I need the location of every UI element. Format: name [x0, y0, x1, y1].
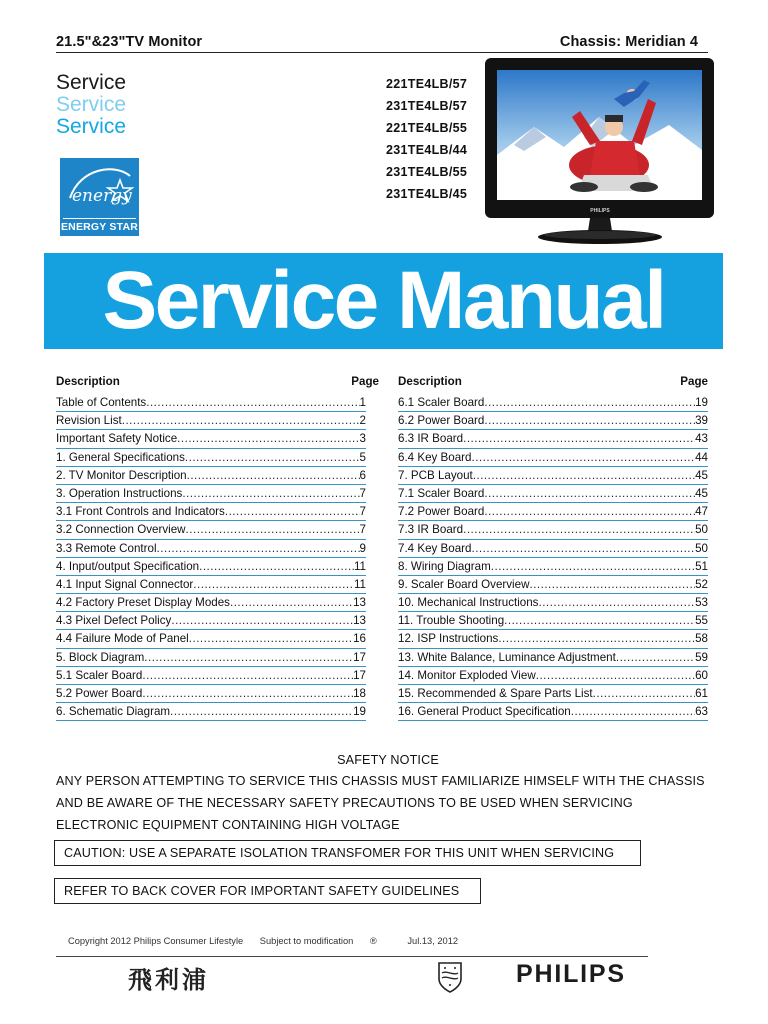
toc-dot-leader — [189, 630, 353, 647]
toc-entry-page: 3 — [359, 432, 366, 446]
model-number: 231TE4LB/55 — [386, 165, 468, 179]
toc-entry — [398, 667, 708, 685]
toc-dot-leader — [471, 449, 695, 466]
footer — [68, 936, 472, 946]
toc-dot-leader — [616, 649, 695, 666]
toc-entry-page: 58 — [695, 632, 708, 646]
toc-list — [398, 394, 708, 721]
toc-entry — [398, 467, 708, 485]
toc-entry-title: Important Safety Notice — [56, 432, 178, 446]
toc-entry — [56, 594, 366, 612]
toc-entry-title: 5.1 Scaler Board — [56, 668, 143, 682]
toc-entry — [56, 485, 366, 503]
toc-entry-title: 5. Block Diagram — [56, 650, 145, 664]
toc-entry — [398, 412, 708, 430]
toc-entry-title: 7.1 Scaler Board — [398, 486, 485, 500]
toc-entry-title: 3. Operation Instructions — [56, 486, 183, 500]
toc-page-header: Page — [680, 375, 708, 388]
toc-entry — [398, 394, 708, 412]
service-manual-banner — [44, 253, 723, 349]
toc-entry-title: 3.3 Remote Control — [56, 541, 157, 555]
toc-entry — [56, 685, 366, 703]
toc-entry — [56, 540, 366, 558]
caution-box: CAUTION: USE A SEPARATE ISOLATION TRANSFOMER FOR THIS UNIT WHEN SERVICING — [54, 840, 641, 866]
toc-dot-leader — [536, 667, 695, 684]
philips-shield-icon — [437, 961, 463, 993]
service-word-blue: Service — [56, 115, 127, 138]
toc-dot-leader — [142, 667, 353, 684]
toc-dot-leader — [471, 540, 695, 557]
model-number: 231TE4LB/44 — [386, 143, 468, 157]
toc-entry — [398, 449, 708, 467]
document-title: 21.5"&23"TV Monitor — [56, 34, 203, 50]
toc-dot-leader — [186, 521, 360, 538]
footer-date: Jul.13, 2012 — [407, 936, 459, 946]
toc-dot-leader — [484, 412, 695, 429]
toc-entry-page: 47 — [695, 505, 708, 519]
toc-entry — [398, 685, 708, 703]
toc-dot-leader — [187, 467, 360, 484]
toc-dot-leader — [473, 467, 695, 484]
toc-dot-leader — [144, 649, 353, 666]
toc-entry — [398, 594, 708, 612]
energy-script-text: energy — [72, 186, 132, 206]
toc-entry-page: 55 — [695, 614, 708, 628]
toc-entry-page: 11 — [353, 577, 366, 591]
toc-entry — [398, 485, 708, 503]
toc-entry-title: 9. Scaler Board Overview — [398, 577, 530, 591]
toc-entry-page: 61 — [695, 687, 708, 700]
toc-entry — [56, 612, 366, 630]
toc-entry — [56, 703, 366, 721]
chassis-name: Chassis: Meridian 4 — [559, 34, 698, 50]
energy-star-label: ENERGY STAR — [60, 221, 139, 233]
toc-dot-leader — [593, 685, 695, 702]
toc-right-column — [398, 375, 708, 721]
toc-dot-leader — [484, 503, 695, 520]
toc-entry-title: Revision List — [56, 414, 122, 428]
toc-dot-leader — [171, 612, 353, 629]
toc-entry — [56, 558, 366, 576]
toc-dot-leader — [193, 576, 354, 593]
toc-entry-title: 12. ISP Instructions — [398, 632, 499, 646]
toc-entry-title: 6.4 Key Board — [398, 450, 472, 464]
toc-dot-leader — [177, 430, 359, 447]
toc-entry — [398, 649, 708, 667]
toc-entry — [398, 612, 708, 630]
toc-entry — [56, 503, 366, 521]
toc-entry-page: 2 — [359, 414, 366, 428]
toc-entry-page: 7 — [359, 486, 366, 500]
toc-entry — [398, 430, 708, 448]
toc-entry-title: 7.2 Power Board — [398, 505, 485, 519]
toc-entry-page: 19 — [353, 705, 366, 719]
toc-entry-page: 50 — [695, 523, 708, 537]
philips-wordmark: PHILIPS — [516, 960, 626, 988]
toc-entry — [398, 576, 708, 594]
toc-entry-page: 1 — [359, 396, 366, 409]
toc-description-header: Description — [56, 375, 120, 388]
energy-star-divider — [63, 218, 136, 219]
header-divider — [56, 52, 708, 53]
toc-entry-title: 13. White Balance, Luminance Adjustment — [398, 650, 616, 664]
toc-dot-leader — [463, 521, 695, 538]
toc-dot-leader — [230, 594, 353, 611]
toc-entry-page: 59 — [695, 650, 708, 664]
tv-brand-label: PHILIPS — [590, 208, 610, 214]
toc-entry-title: 4.2 Factory Preset Display Modes — [56, 596, 230, 610]
toc-entry-title: 4.3 Pixel Defect Policy — [56, 614, 172, 628]
toc-entry-title: 4.4 Failure Mode of Panel — [56, 632, 189, 646]
toc-entry-page: 51 — [695, 559, 708, 573]
toc-entry-page: 45 — [695, 468, 708, 482]
toc-dot-leader — [484, 485, 695, 502]
copyright-text: Copyright 2012 Philips Consumer Lifestyle — [68, 936, 244, 946]
toc-list — [56, 394, 366, 721]
toc-dot-leader — [185, 449, 360, 466]
toc-entry — [56, 394, 366, 412]
toc-entry-page: 7 — [359, 505, 366, 519]
toc-entry-title: 15. Recommended & Spare Parts List — [398, 687, 593, 700]
toc-entry-title: 11. Trouble Shooting — [398, 614, 505, 628]
safety-notice-line: ELECTRONIC EQUIPMENT CONTAINING HIGH VOLTAGE — [56, 818, 400, 832]
model-number: 221TE4LB/57 — [386, 77, 468, 91]
toc-entry-title: 7. PCB Layout — [398, 468, 473, 482]
service-word-black: Service — [56, 71, 127, 94]
toc-dot-leader — [571, 703, 695, 720]
toc-entry-page: 7 — [359, 523, 366, 537]
toc-dot-leader — [225, 503, 360, 520]
toc-entry — [398, 558, 708, 576]
energy-star-icon — [60, 158, 139, 218]
banner-title: Service Manual — [102, 255, 665, 346]
toc-entry-page: 13 — [353, 614, 366, 628]
toc-entry-page: 18 — [353, 687, 366, 700]
toc-entry-page: 13 — [353, 596, 366, 610]
toc-entry-title: 7.4 Key Board — [398, 541, 472, 555]
energy-star-logo — [60, 158, 139, 236]
toc-dot-leader — [538, 594, 695, 611]
toc-entry-title: 2. TV Monitor Description — [56, 468, 187, 482]
toc-entry-title: 8. Wiring Diagram — [398, 559, 491, 573]
toc-entry-page: 45 — [695, 486, 708, 500]
toc-dot-leader — [504, 612, 695, 629]
toc-dot-leader — [182, 485, 359, 502]
chinese-brand-logo: 飛利浦 — [128, 966, 209, 994]
tv-monitor-image — [484, 55, 716, 251]
toc-left-column — [56, 375, 379, 721]
toc-entry — [398, 503, 708, 521]
toc-entry — [398, 540, 708, 558]
toc-entry-page: 53 — [695, 596, 708, 610]
toc-entry-page: 50 — [695, 541, 708, 555]
toc-entry-page: 44 — [695, 450, 708, 464]
footer-divider — [56, 956, 648, 957]
model-number: 221TE4LB/55 — [386, 121, 468, 135]
subject-to-modification-text — [260, 936, 391, 946]
toc-entry-page: 16 — [353, 632, 366, 646]
safety-notice — [56, 752, 710, 836]
toc-entry-title: 4.1 Input Signal Connector — [56, 577, 194, 591]
toc-entry-title: 16. General Product Specification — [398, 705, 571, 719]
toc-dot-leader — [146, 394, 359, 411]
toc-page-header: Page — [351, 375, 379, 388]
toc-entry — [398, 703, 708, 721]
toc-header — [398, 375, 708, 394]
model-number: 231TE4LB/57 — [386, 99, 468, 113]
toc-entry — [56, 649, 366, 667]
toc-entry-page: 60 — [695, 668, 708, 682]
toc-entry-page: 6 — [359, 468, 366, 482]
toc-description-header: Description — [398, 375, 462, 388]
toc-entry-page: 17 — [353, 668, 366, 682]
toc-entry-title: 4. Input/output Specification — [56, 559, 200, 573]
toc-dot-leader — [463, 430, 695, 447]
safety-notice-title: SAFETY NOTICE — [337, 753, 439, 767]
toc-entry — [56, 576, 366, 594]
toc-entry — [56, 521, 366, 539]
toc-entry-title: 10. Mechanical Instructions — [398, 596, 539, 610]
toc-dot-leader — [142, 685, 353, 702]
refer-back-cover-box: REFER TO BACK COVER FOR IMPORTANT SAFETY GUIDELINES — [54, 878, 481, 904]
toc-entry-page: 63 — [695, 705, 708, 719]
subject-text: Subject to modification — [259, 936, 354, 946]
safety-notice-line: AND BE AWARE OF THE NECESSARY SAFETY PRECAUTIONS TO BE USED WHEN SERVICING — [56, 796, 633, 810]
toc-entry-page: 39 — [695, 414, 708, 428]
safety-notice-line: ANY PERSON ATTEMPTING TO SERVICE THIS CHASSIS MUST FAMILIARIZE HIMSELF WITH THE CHASSIS — [56, 774, 705, 788]
toc-entry-page: 9 — [359, 541, 366, 555]
registered-mark-icon: ® — [369, 936, 377, 946]
toc-entry-page: 5 — [359, 450, 366, 464]
toc-entry-title: 14. Monitor Exploded View — [398, 668, 536, 682]
toc-entry-title: 6.1 Scaler Board — [398, 396, 485, 409]
toc-entry-title: 3.1 Front Controls and Indicators — [56, 505, 225, 519]
toc-entry-title: 6. Schematic Diagram — [56, 705, 171, 719]
toc-entry — [56, 412, 366, 430]
toc-entry — [56, 430, 366, 448]
toc-dot-leader — [199, 558, 354, 575]
toc-dot-leader — [122, 412, 360, 429]
toc-header — [56, 375, 379, 394]
toc-dot-leader — [491, 558, 695, 575]
toc-entry — [56, 667, 366, 685]
toc-entry-title: Table of Contents — [56, 396, 147, 409]
toc-entry — [398, 521, 708, 539]
toc-entry — [56, 630, 366, 648]
toc-entry-page: 52 — [695, 577, 708, 591]
toc-entry-title: 1. General Specifications — [56, 450, 185, 464]
model-number: 231TE4LB/45 — [386, 187, 468, 201]
toc-entry-page: 43 — [695, 432, 708, 446]
toc-entry-page: 19 — [695, 396, 708, 409]
model-list — [386, 75, 467, 207]
toc-dot-leader — [498, 630, 695, 647]
toc-dot-leader — [529, 576, 695, 593]
toc-dot-leader — [170, 703, 353, 720]
toc-entry-title: 3.2 Connection Overview — [56, 523, 186, 537]
toc-entry-title: 5.2 Power Board — [56, 687, 143, 700]
toc-entry-title: 6.2 Power Board — [398, 414, 485, 428]
toc-entry — [398, 630, 708, 648]
toc-entry-page: 17 — [353, 650, 366, 664]
toc-dot-leader — [157, 540, 360, 557]
toc-entry — [56, 449, 366, 467]
toc-entry-page: 11 — [353, 559, 366, 573]
toc-entry-title: 7.3 IR Board — [398, 523, 464, 537]
toc-entry-title: 6.3 IR Board — [398, 432, 464, 446]
service-word-light-blue: Service — [56, 93, 127, 116]
toc-entry — [56, 467, 366, 485]
toc-dot-leader — [484, 394, 695, 411]
